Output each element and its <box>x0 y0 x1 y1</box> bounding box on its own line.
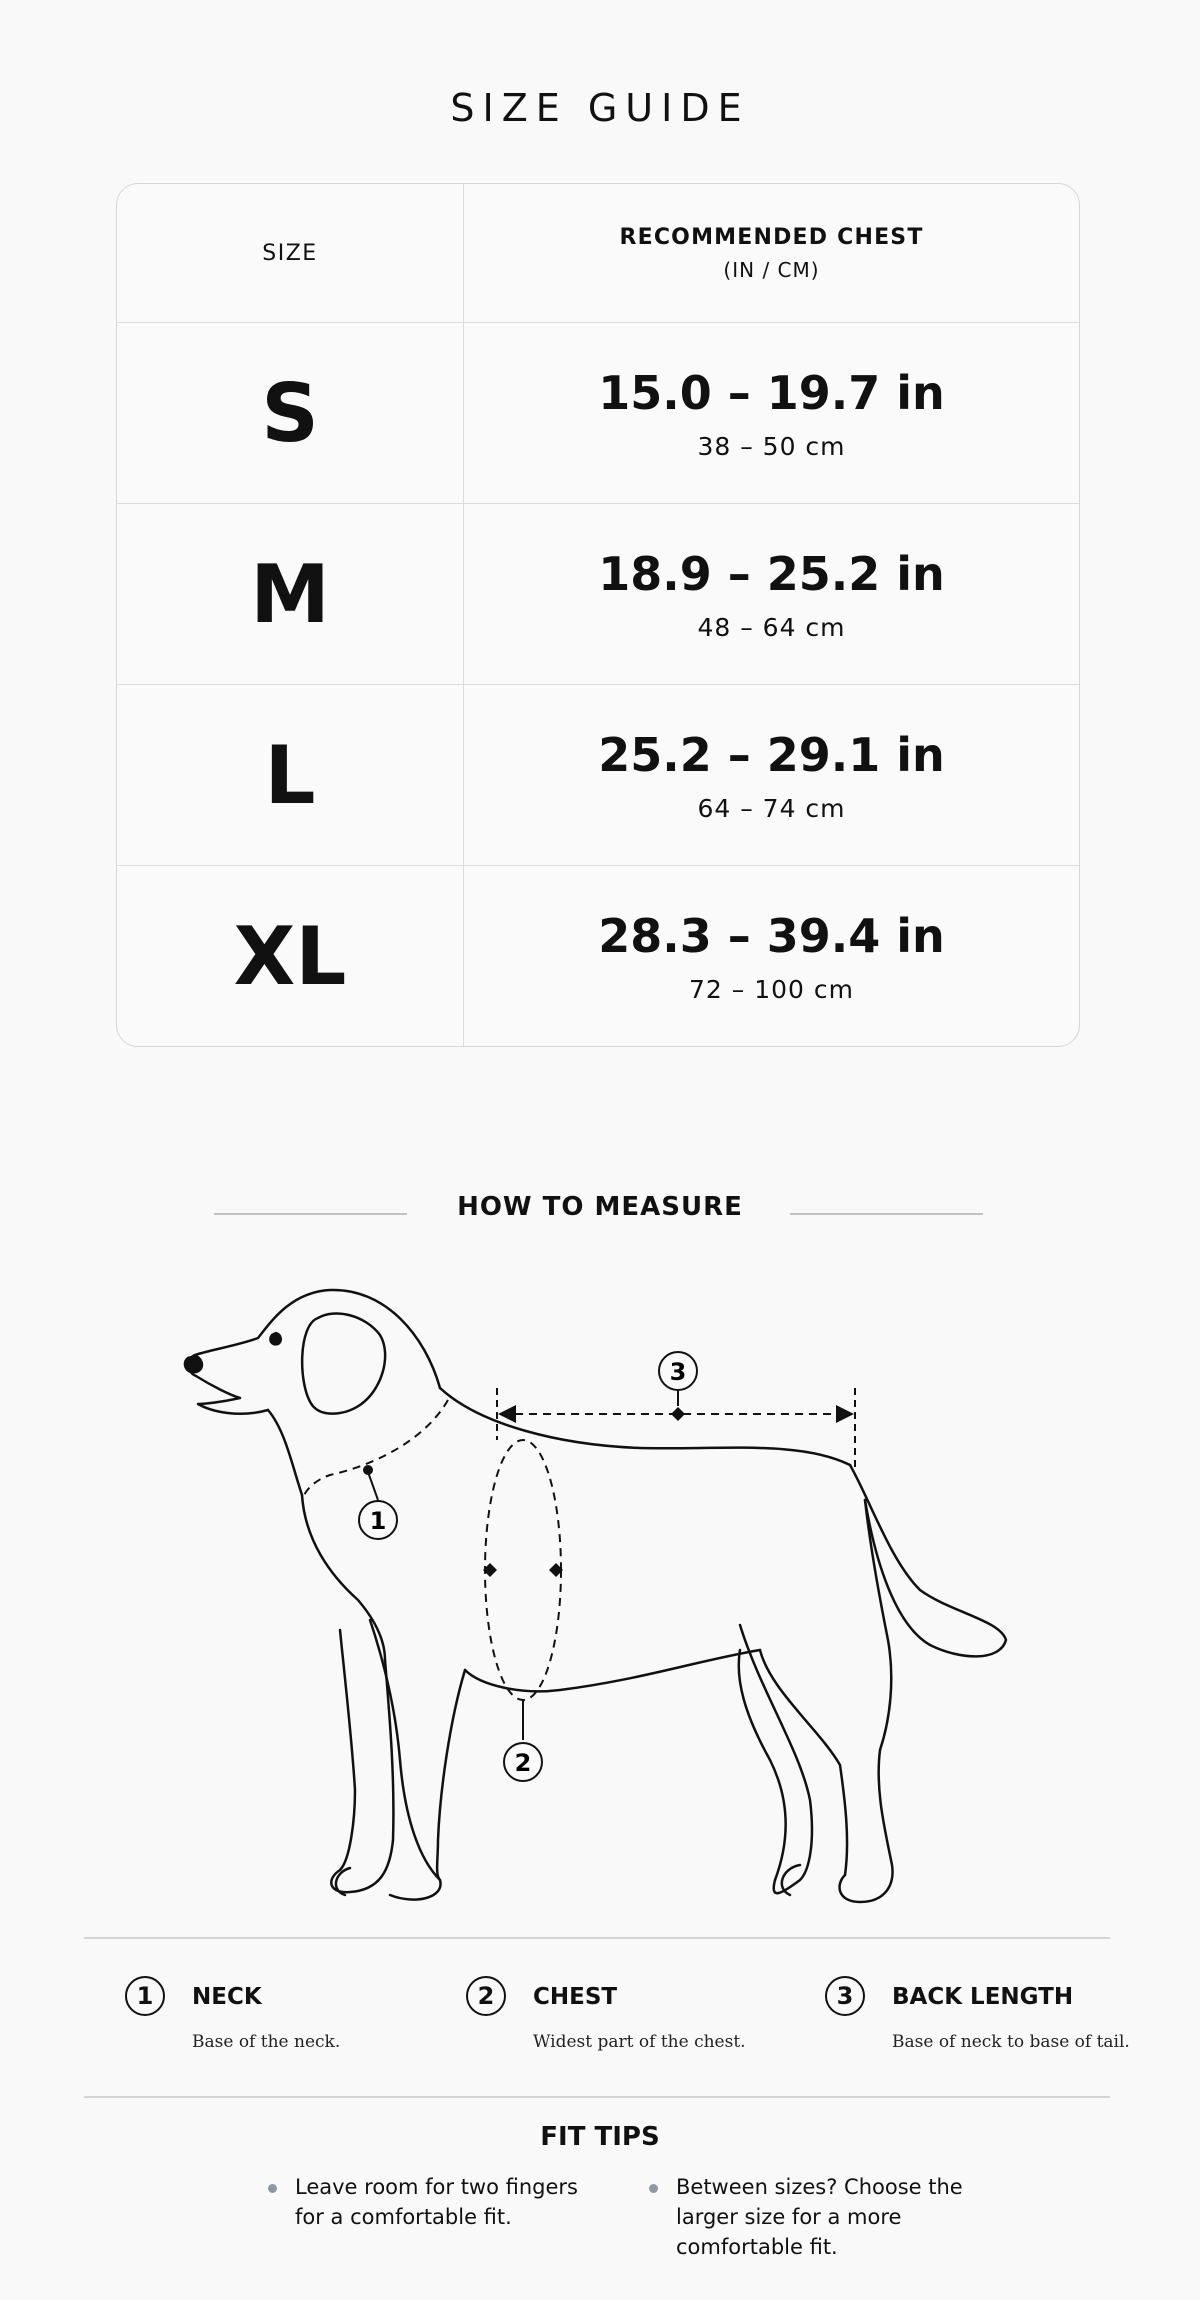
table-row <box>117 684 1079 865</box>
arrow-left <box>498 1405 516 1423</box>
dog-outline <box>185 1290 1006 1902</box>
how-to-measure-heading: HOW TO MEASURE <box>457 1192 743 1222</box>
page-title: SIZE GUIDE <box>450 86 750 130</box>
chest-cm: 64 – 74 cm <box>697 793 846 823</box>
table-header-row <box>117 184 1079 322</box>
back-length-measurement <box>497 1388 855 1470</box>
size-table <box>116 183 1080 1047</box>
units-label: (IN / CM) <box>723 257 820 282</box>
number-3-icon: 3 <box>825 1976 865 2016</box>
marker-1-label: 1 <box>369 1507 387 1535</box>
marker-3-label: 3 <box>669 1358 687 1386</box>
measure-label: BACK LENGTH <box>892 1984 1074 2010</box>
size-label: L <box>264 728 316 822</box>
tip-line: for a comfortable fit. <box>295 2205 512 2229</box>
dog-measurement-illustration <box>150 1270 1030 1930</box>
table-row <box>117 322 1079 503</box>
measure-description: Base of the neck. <box>192 2032 341 2052</box>
size-label: M <box>250 547 330 641</box>
tip-line: larger size for a more <box>676 2205 902 2229</box>
chest-cm: 72 – 100 cm <box>689 974 854 1004</box>
chest-inches: 15.0 – 19.7 in <box>598 365 945 420</box>
measure-label: CHEST <box>533 1984 618 2010</box>
neck-measurement <box>302 1400 448 1500</box>
back-midpoint <box>671 1407 685 1421</box>
measure-description: Widest part of the chest. <box>533 2032 746 2052</box>
table-row <box>117 503 1079 684</box>
size-column-header: SIZE <box>262 240 318 266</box>
chest-measurement <box>485 1440 561 1740</box>
fit-tips-heading: FIT TIPS <box>540 2122 660 2152</box>
chest-point-left <box>483 1563 497 1577</box>
number-1-icon: 1 <box>125 1976 165 2016</box>
arrow-right <box>836 1405 854 1423</box>
number-2-icon: 2 <box>466 1976 506 2016</box>
size-label: S <box>261 366 319 460</box>
chest-column-header: RECOMMENDED CHEST <box>619 224 924 250</box>
chest-inches: 25.2 – 29.1 in <box>598 727 945 782</box>
table-row <box>117 865 1079 1046</box>
size-label: XL <box>233 909 347 1003</box>
bullet-icon <box>268 2184 277 2193</box>
divider-top <box>84 1937 1110 1939</box>
marker-2-label: 2 <box>514 1749 532 1777</box>
chest-cm: 38 – 50 cm <box>697 431 846 461</box>
tip-line: Leave room for two fingers <box>295 2175 578 2199</box>
tip-line: Between sizes? Choose the <box>676 2175 963 2199</box>
divider-bottom <box>84 2096 1110 2098</box>
measure-label: NECK <box>192 1984 262 2010</box>
heading-rule-right <box>790 1213 983 1215</box>
bullet-icon <box>649 2184 658 2193</box>
chest-inches: 28.3 – 39.4 in <box>598 908 945 963</box>
tip-line: comfortable fit. <box>676 2235 838 2259</box>
chest-cm: 48 – 64 cm <box>697 612 846 642</box>
chest-inches: 18.9 – 25.2 in <box>598 546 945 601</box>
measure-description: Base of neck to base of tail. <box>892 2032 1130 2052</box>
